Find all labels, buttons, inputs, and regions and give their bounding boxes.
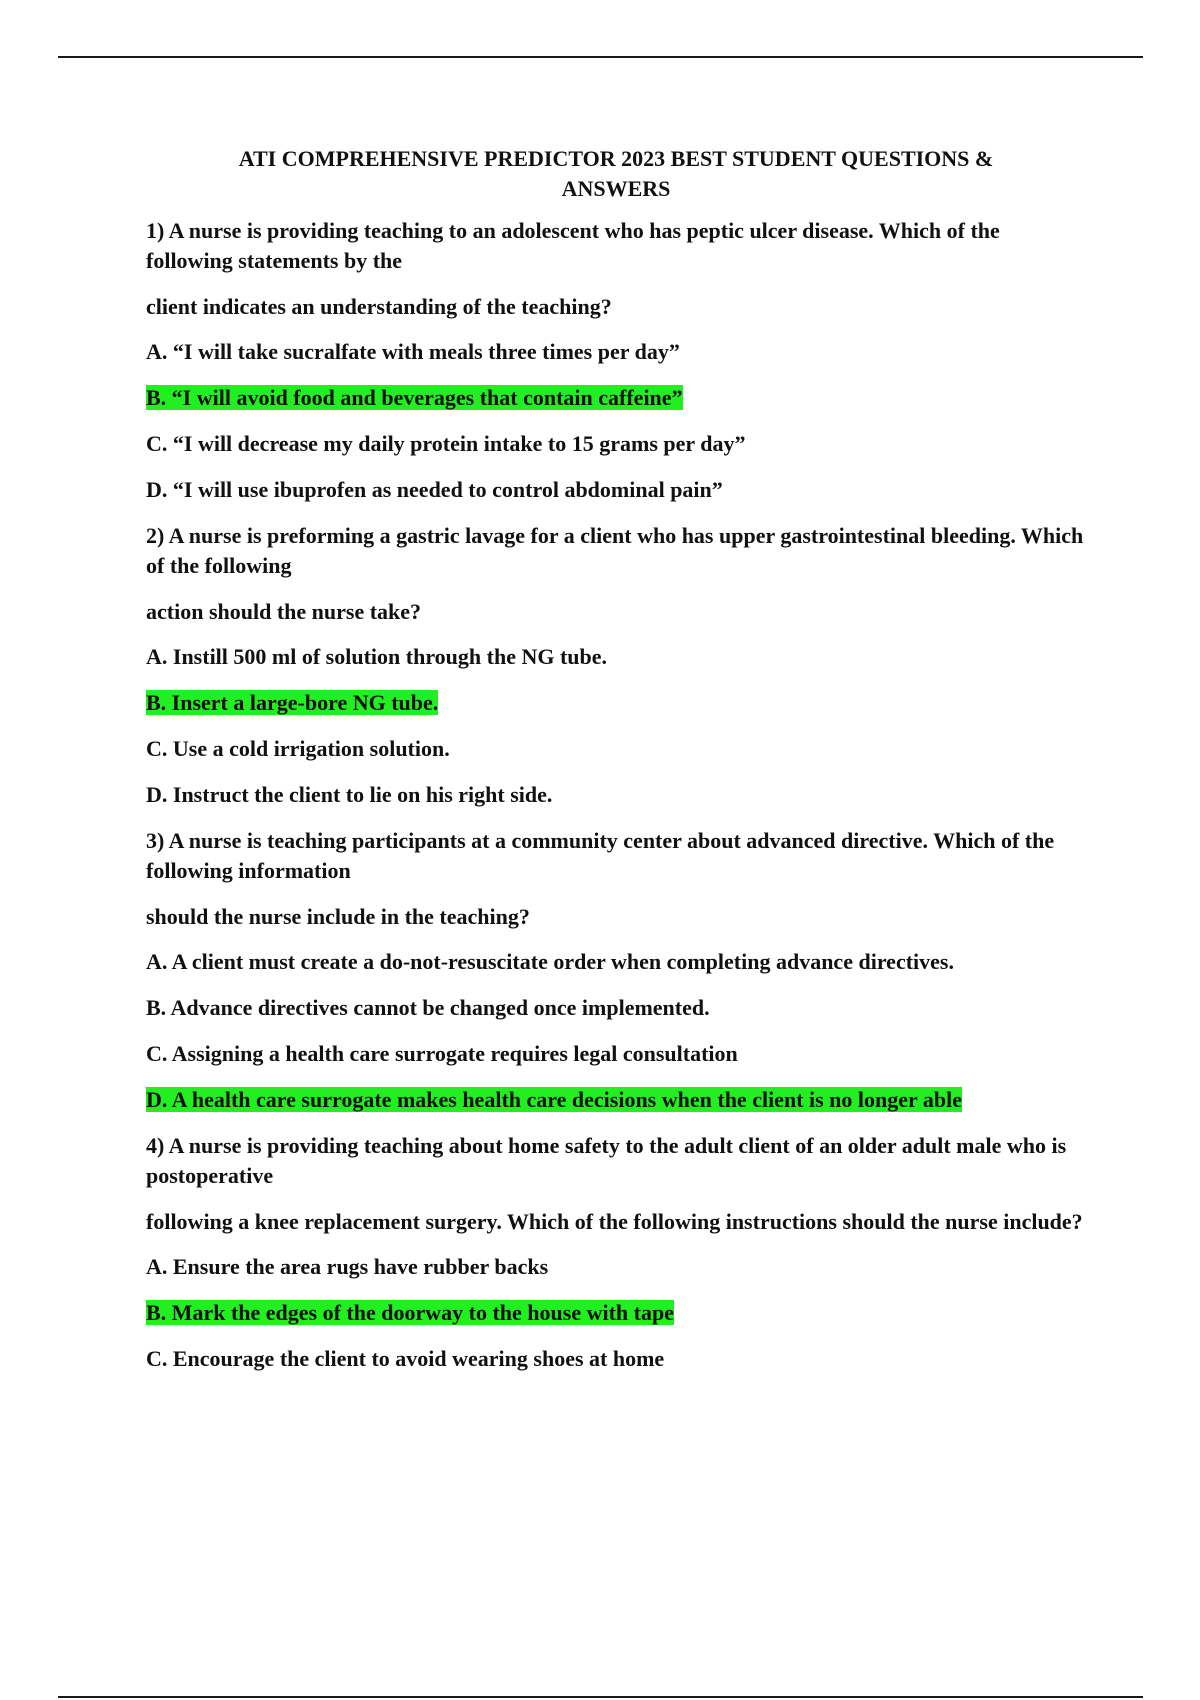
answer-option-b — [146, 993, 1086, 1023]
option-text: B. Advance directives cannot be changed once implemented. — [146, 995, 710, 1020]
answer-option-b-correct — [146, 1298, 1086, 1328]
option-text-highlighted: B. Insert a large-bore NG tube. — [146, 690, 439, 715]
stem-line: 4) A nurse is providing teaching about home safety to the adult client of an older adult male who is postoperative — [146, 1133, 1067, 1188]
answer-option-a — [146, 1252, 1086, 1282]
answer-option-a — [146, 947, 1086, 977]
option-text: D. Instruct the client to lie on his right side. — [146, 782, 553, 807]
option-text-highlighted: B. “I will avoid food and beverages that contain caffeine” — [146, 385, 683, 410]
answer-option-c — [146, 734, 1086, 764]
answer-option-c — [146, 1039, 1086, 1069]
option-text: A. “I will take sucralfate with meals three times per day” — [146, 339, 680, 364]
answer-option-c — [146, 1344, 1086, 1374]
option-text: C. “I will decrease my daily protein intake to 15 grams per day” — [146, 431, 746, 456]
answer-option-c — [146, 429, 1086, 459]
option-text: C. Use a cold irrigation solution. — [146, 736, 450, 761]
question-2 — [146, 521, 1086, 810]
answer-option-d — [146, 780, 1086, 810]
bottom-rule — [58, 1696, 1143, 1698]
question-3 — [146, 826, 1086, 1115]
option-text: D. “I will use ibuprofen as needed to control abdominal pain” — [146, 477, 723, 502]
question-4 — [146, 1131, 1086, 1374]
option-text: C. Encourage the client to avoid wearing shoes at home — [146, 1346, 665, 1371]
top-rule — [58, 56, 1143, 58]
stem-line: 2) A nurse is preforming a gastric lavage for a client who has upper gastrointestinal bleeding. Which of the following — [146, 523, 1084, 578]
answer-option-b-correct — [146, 383, 1086, 413]
question-stem — [146, 521, 1086, 627]
question-stem — [146, 826, 1086, 932]
option-text: A. Ensure the area rugs have rubber backs — [146, 1254, 549, 1279]
question-stem — [146, 216, 1086, 322]
answer-option-a — [146, 642, 1086, 672]
option-text-highlighted: B. Mark the edges of the doorway to the house with tape — [146, 1300, 674, 1325]
option-text: C. Assigning a health care surrogate requires legal consultation — [146, 1041, 738, 1066]
title-line-1: ATI COMPREHENSIVE PREDICTOR 2023 BEST STUDENT QUESTIONS & — [238, 146, 994, 171]
answer-option-d — [146, 475, 1086, 505]
question-1 — [146, 216, 1086, 505]
stem-line: 1) A nurse is providing teaching to an adolescent who has peptic ulcer disease. Which of the following statements by the — [146, 218, 1000, 273]
option-text: A. A client must create a do-not-resuscitate order when completing advance directives. — [146, 949, 954, 974]
document-title — [146, 144, 1086, 204]
stem-line: following a knee replacement surgery. Which of the following instructions should the nurse include? — [146, 1209, 1083, 1234]
stem-line: client indicates an understanding of the teaching? — [146, 294, 612, 319]
answer-option-a — [146, 337, 1086, 367]
option-text: A. Instill 500 ml of solution through the NG tube. — [146, 644, 608, 669]
document-page — [146, 144, 1086, 1390]
title-line-2: ANSWERS — [561, 176, 671, 201]
answer-option-b-correct — [146, 688, 1086, 718]
stem-line: action should the nurse take? — [146, 599, 422, 624]
stem-line: 3) A nurse is teaching participants at a community center about advanced directive. Which of the following information — [146, 828, 1055, 883]
question-stem — [146, 1131, 1086, 1237]
option-text-highlighted: D. A health care surrogate makes health care decisions when the client is no longer able — [146, 1087, 963, 1112]
answer-option-d-correct — [146, 1085, 1086, 1115]
stem-line: should the nurse include in the teaching? — [146, 904, 530, 929]
